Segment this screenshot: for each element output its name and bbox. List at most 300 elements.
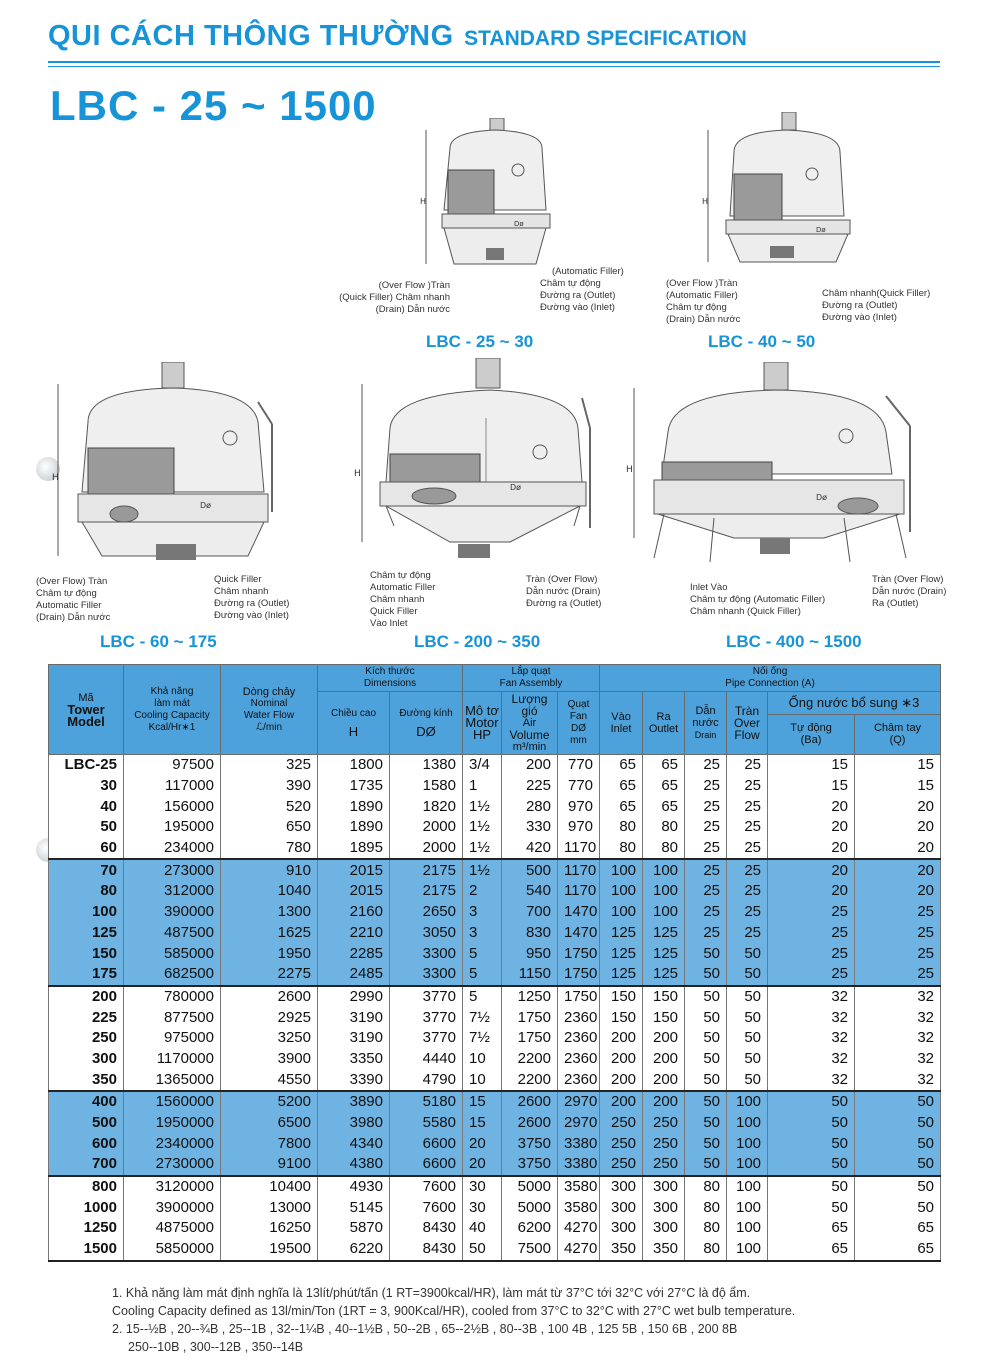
table-cell: 7½ [463, 1028, 502, 1049]
model-range-title: LBC - 25 ~ 1500 [50, 82, 377, 129]
cooling-tower-xlarge-drawing [624, 362, 924, 572]
th-fan-d: Quạt Fan DØ mm [558, 692, 600, 755]
table-cell: 150 [643, 986, 685, 1008]
table-cell: 30 [463, 1197, 502, 1218]
table-cell: 770 [558, 776, 600, 797]
table-cell: 6500 [221, 1113, 318, 1134]
table-cell: 15 [855, 755, 941, 776]
cell-model: 200 [49, 986, 124, 1008]
table-cell: 50 [768, 1197, 855, 1218]
table-cell: 30 [463, 1176, 502, 1198]
table-cell: 2200 [502, 1049, 558, 1070]
table-cell: 156000 [124, 796, 221, 817]
table-cell: 520 [221, 796, 318, 817]
table-cell: 32 [855, 986, 941, 1008]
table-cell: 100 [727, 1091, 768, 1113]
table-cell: 2340000 [124, 1133, 221, 1154]
table-cell: 100 [727, 1113, 768, 1134]
table-cell: 2485 [318, 964, 390, 986]
table-cell: 300 [643, 1197, 685, 1218]
table-row [49, 1007, 941, 1028]
table-cell: 150 [600, 986, 643, 1008]
table-cell: 250 [600, 1133, 643, 1154]
table-cell: 4930 [318, 1176, 390, 1198]
table-cell: 50 [685, 1091, 727, 1113]
table-cell: 3900 [221, 1049, 318, 1070]
table-cell: 1365000 [124, 1069, 221, 1091]
table-cell: 312000 [124, 881, 221, 902]
table-cell: 2160 [318, 902, 390, 923]
diagram-lbc-40-50 [700, 112, 860, 280]
table-cell: 5850000 [124, 1239, 221, 1261]
caption-lbc-25-30: LBC - 25 ~ 30 [426, 332, 534, 351]
dim-d-label: Dø [816, 493, 828, 502]
table-cell: 390000 [124, 902, 221, 923]
table-cell: 25 [727, 902, 768, 923]
table-cell: 770 [558, 755, 600, 776]
table-cell: 16250 [221, 1218, 318, 1239]
spec-table [48, 664, 941, 1262]
th-model: Mã Tower Model [49, 665, 124, 755]
table-cell: 4270 [558, 1239, 600, 1261]
table-cell: 50 [463, 1239, 502, 1261]
table-cell: 65 [600, 776, 643, 797]
table-cell: 2000 [390, 817, 463, 838]
table-cell: 3770 [390, 1007, 463, 1028]
table-cell: 10 [463, 1069, 502, 1091]
table-cell: 25 [685, 755, 727, 776]
table-cell: 80 [643, 838, 685, 860]
table-cell: 25 [685, 796, 727, 817]
cell-model: 350 [49, 1069, 124, 1091]
diagram-lbc-200-350 [350, 358, 600, 570]
table-cell: 3580 [558, 1176, 600, 1198]
table-cell: 3050 [390, 923, 463, 944]
table-cell: 1890 [318, 817, 390, 838]
table-cell: 3900000 [124, 1197, 221, 1218]
table-cell: 20 [855, 796, 941, 817]
cell-model: 60 [49, 838, 124, 860]
table-cell: 250 [643, 1133, 685, 1154]
table-cell: 225 [502, 776, 558, 797]
table-cell: 2175 [390, 859, 463, 881]
table-cell: 5870 [318, 1218, 390, 1239]
table-cell: 80 [685, 1218, 727, 1239]
table-cell: 5145 [318, 1197, 390, 1218]
table-cell: 25 [727, 881, 768, 902]
table-cell: 20 [463, 1154, 502, 1176]
table-cell: 65 [855, 1218, 941, 1239]
table-row [49, 902, 941, 923]
th-dimensions: Kích thước Dimensions [318, 665, 463, 692]
table-row [49, 1069, 941, 1091]
table-cell: 2600 [221, 986, 318, 1008]
table-cell: 877500 [124, 1007, 221, 1028]
table-cell: 25 [727, 776, 768, 797]
dim-h-label: H [626, 465, 633, 475]
table-cell: 2360 [558, 1007, 600, 1028]
table-cell: 7500 [502, 1239, 558, 1261]
table-cell: 19500 [221, 1239, 318, 1261]
table-cell: 200 [643, 1028, 685, 1049]
table-cell: 25 [727, 817, 768, 838]
table-cell: 20 [855, 881, 941, 902]
table-cell: 20 [855, 817, 941, 838]
table-cell: 780000 [124, 986, 221, 1008]
labels-right-2: Châm nhanh(Quick Filler) Đường ra (Outlet) Đường vào (Inlet) [822, 288, 931, 323]
table-cell: 300 [600, 1176, 643, 1198]
table-cell: 2175 [390, 881, 463, 902]
table-row [49, 1091, 941, 1113]
table-cell: 3/4 [463, 755, 502, 776]
table-cell: 1380 [390, 755, 463, 776]
footnotes [112, 1284, 932, 1356]
table-cell: 50 [685, 1113, 727, 1134]
cell-model: 100 [49, 902, 124, 923]
table-cell: 2600 [502, 1091, 558, 1113]
diagram-lbc-25-30 [420, 118, 570, 280]
footnote-1-en: Cooling Capacity defined as 13l/min/Ton (1RT = 3, 900Kcal/HR), cooled from 37°C to 32°C with 27°C wet bulb temperature. [112, 1304, 796, 1318]
table-cell: 100 [727, 1197, 768, 1218]
table-cell: 7½ [463, 1007, 502, 1028]
table-cell: 1½ [463, 796, 502, 817]
table-cell: 6200 [502, 1218, 558, 1239]
table-cell: 25 [685, 859, 727, 881]
th-capacity: Khả năng làm mát Cooling Capacity Kcal/Hr∗1 [124, 665, 221, 755]
table-row [49, 1028, 941, 1049]
th-height: Chiều cao H [318, 692, 390, 755]
table-cell: 125 [643, 943, 685, 964]
table-cell: 1750 [558, 964, 600, 986]
table-cell: 682500 [124, 964, 221, 986]
cooling-tower-small-drawing [420, 118, 570, 280]
table-cell: 5 [463, 964, 502, 986]
table-row [49, 881, 941, 902]
table-cell: 1800 [318, 755, 390, 776]
table-cell: 50 [768, 1113, 855, 1134]
cell-model: 500 [49, 1113, 124, 1134]
table-cell: 20 [768, 796, 855, 817]
table-cell: 5000 [502, 1197, 558, 1218]
table-cell: 3750 [502, 1133, 558, 1154]
table-cell: 25 [855, 923, 941, 944]
table-row [49, 1218, 941, 1239]
table-cell: 4875000 [124, 1218, 221, 1239]
table-cell: 65 [768, 1239, 855, 1261]
table-cell: 80 [685, 1239, 727, 1261]
footnote-2: 2. 15--½B , 20--¾B , 25--1B , 32--1¼B , 40--1½B , 50--2B , 65--2½B , 80--3B , 100 4B , 125 5B , 150 6B , 200 8B [112, 1322, 738, 1336]
table-cell: 32 [855, 1028, 941, 1049]
table-cell: 3580 [558, 1197, 600, 1218]
cell-model: 30 [49, 776, 124, 797]
table-cell: 25 [685, 881, 727, 902]
table-cell: 100 [727, 1133, 768, 1154]
table-cell: 234000 [124, 838, 221, 860]
table-cell: 4380 [318, 1154, 390, 1176]
labels-left-1: (Over Flow )Tràn (Quick Filler) Châm nhanh (Drain) Dẫn nước [339, 280, 450, 315]
spec-table-header [49, 665, 941, 755]
table-cell: 250 [600, 1113, 643, 1134]
table-cell: 50 [685, 986, 727, 1008]
table-row [49, 838, 941, 860]
table-cell: 65 [643, 776, 685, 797]
th-overflow: Tràn Over Flow [727, 692, 768, 755]
table-cell: 1750 [502, 1028, 558, 1049]
table-cell: 1950000 [124, 1113, 221, 1134]
cell-model: 300 [49, 1049, 124, 1070]
cooling-tower-small-drawing [700, 112, 860, 280]
table-cell: 32 [768, 1049, 855, 1070]
cell-model: 250 [49, 1028, 124, 1049]
table-cell: 100 [727, 1239, 768, 1261]
table-cell: 1 [463, 776, 502, 797]
table-row [49, 1113, 941, 1134]
cell-model: 80 [49, 881, 124, 902]
page-header [48, 20, 747, 60]
table-cell: 2970 [558, 1091, 600, 1113]
table-cell: 7600 [390, 1197, 463, 1218]
table-cell: 1170000 [124, 1049, 221, 1070]
dim-d-label: Dø [816, 226, 826, 234]
table-cell: 32 [768, 1028, 855, 1049]
cell-model: 1000 [49, 1197, 124, 1218]
table-cell: 25 [855, 943, 941, 964]
cell-model: 150 [49, 943, 124, 964]
table-cell: 100 [600, 881, 643, 902]
table-cell: 2600 [502, 1113, 558, 1134]
dim-h-label: H [52, 473, 59, 483]
table-cell: 100 [727, 1218, 768, 1239]
table-cell: 20 [768, 881, 855, 902]
table-cell: 50 [727, 943, 768, 964]
table-cell: 3380 [558, 1133, 600, 1154]
table-cell: 25 [727, 838, 768, 860]
table-cell: 25 [768, 902, 855, 923]
table-cell: 25 [727, 755, 768, 776]
table-cell: 3120000 [124, 1176, 221, 1198]
table-cell: 25 [727, 796, 768, 817]
table-cell: 4550 [221, 1069, 318, 1091]
table-cell: 540 [502, 881, 558, 902]
table-cell: 50 [685, 1154, 727, 1176]
table-cell: 3 [463, 923, 502, 944]
table-cell: 1040 [221, 881, 318, 902]
table-cell: 2275 [221, 964, 318, 986]
footnote-1-vn: 1. Khả năng làm mát định nghĩa là 13lít/phút/tấn (1 RT=3900kcal/HR), làm mát từ 37°C tới 32°C với 27°C là độ ẩm. [112, 1286, 751, 1300]
table-cell: 6600 [390, 1154, 463, 1176]
caption-lbc-40-50: LBC - 40 ~ 50 [708, 332, 816, 351]
table-cell: 2015 [318, 859, 390, 881]
table-cell: 15 [855, 776, 941, 797]
table-cell: 3890 [318, 1091, 390, 1113]
cell-model: 225 [49, 1007, 124, 1028]
table-cell: 100 [600, 859, 643, 881]
table-cell: 5200 [221, 1091, 318, 1113]
table-row [49, 755, 941, 776]
table-cell: 25 [685, 838, 727, 860]
table-cell: 3190 [318, 1007, 390, 1028]
table-cell: 2925 [221, 1007, 318, 1028]
table-row [49, 1049, 941, 1070]
table-cell: 250 [600, 1154, 643, 1176]
table-cell: 3770 [390, 1028, 463, 1049]
table-cell: 1470 [558, 923, 600, 944]
caption-lbc-60-175: LBC - 60 ~ 175 [100, 632, 217, 651]
table-cell: 970 [558, 796, 600, 817]
table-cell: 6600 [390, 1133, 463, 1154]
cell-model: 800 [49, 1176, 124, 1198]
cell-model: LBC-25 [49, 755, 124, 776]
table-cell: 2000 [390, 838, 463, 860]
th-makeup: Ống nước bổ sung ∗3 [768, 692, 941, 715]
table-cell: 125 [643, 964, 685, 986]
cooling-tower-medium-drawing [52, 362, 282, 572]
cell-model: 1250 [49, 1218, 124, 1239]
footnote-2-cont: 250--10B , 300--12B , 350--14B [128, 1340, 304, 1354]
table-cell: 273000 [124, 859, 221, 881]
table-cell: 250 [643, 1113, 685, 1134]
table-cell: 25 [768, 964, 855, 986]
table-cell: 7800 [221, 1133, 318, 1154]
table-cell: 1560000 [124, 1091, 221, 1113]
table-cell: 2730000 [124, 1154, 221, 1176]
dim-d-label: Dø [510, 483, 522, 492]
table-cell: 50 [855, 1154, 941, 1176]
table-cell: 6220 [318, 1239, 390, 1261]
table-cell: 250 [643, 1154, 685, 1176]
table-cell: 32 [768, 1069, 855, 1091]
cell-model: 400 [49, 1091, 124, 1113]
table-cell: 3 [463, 902, 502, 923]
table-cell: 150 [600, 1007, 643, 1028]
table-cell: 25 [855, 964, 941, 986]
table-cell: 10 [463, 1049, 502, 1070]
dim-h-label: H [420, 197, 427, 206]
table-row [49, 964, 941, 986]
labels-left-3: (Over Flow) Tràn Châm tự động Automatic Filler (Drain) Dẫn nước [36, 576, 111, 623]
table-cell: 50 [855, 1091, 941, 1113]
table-cell: 80 [685, 1197, 727, 1218]
table-cell: 200 [600, 1069, 643, 1091]
table-row [49, 1176, 941, 1198]
header-rule [48, 61, 940, 63]
table-cell: 1150 [502, 964, 558, 986]
table-cell: 32 [855, 1007, 941, 1028]
table-cell: 50 [685, 1049, 727, 1070]
table-cell: 1½ [463, 838, 502, 860]
th-motor: Mô tơ Motor HP [463, 692, 502, 755]
table-cell: 7600 [390, 1176, 463, 1198]
table-cell: 117000 [124, 776, 221, 797]
dim-d-label: Dø [514, 220, 524, 228]
table-cell: 50 [727, 1069, 768, 1091]
table-cell: 25 [855, 902, 941, 923]
table-row [49, 986, 941, 1008]
table-cell: 97500 [124, 755, 221, 776]
table-cell: 1250 [502, 986, 558, 1008]
table-cell: 487500 [124, 923, 221, 944]
table-cell: 350 [600, 1239, 643, 1261]
table-cell: 80 [643, 817, 685, 838]
table-cell: 50 [685, 1028, 727, 1049]
table-cell: 5000 [502, 1176, 558, 1198]
table-row [49, 796, 941, 817]
dim-h-label: H [354, 469, 361, 479]
labels-left-4: Châm tự động Automatic Filler Châm nhanh Quick Filler Vào Inlet [370, 570, 436, 629]
table-cell: 1950 [221, 943, 318, 964]
table-cell: 1580 [390, 776, 463, 797]
cell-model: 700 [49, 1154, 124, 1176]
table-cell: 1750 [558, 943, 600, 964]
table-cell: 3380 [558, 1154, 600, 1176]
table-cell: 2990 [318, 986, 390, 1008]
table-cell: 200 [600, 1091, 643, 1113]
table-cell: 200 [643, 1091, 685, 1113]
th-quick: Châm tay (Q) [855, 714, 941, 755]
table-cell: 2360 [558, 1028, 600, 1049]
th-pipe: Nối ống Pipe Connection (A) [600, 665, 941, 692]
table-cell: 65 [600, 755, 643, 776]
table-cell: 15 [463, 1113, 502, 1134]
table-cell: 3300 [390, 964, 463, 986]
table-cell: 4790 [390, 1069, 463, 1091]
table-cell: 20 [768, 859, 855, 881]
table-cell: 650 [221, 817, 318, 838]
diagram-lbc-400-1500 [624, 362, 924, 572]
th-outlet: Ra Outlet [643, 692, 685, 755]
table-cell: 3300 [390, 943, 463, 964]
table-row [49, 943, 941, 964]
table-row [49, 923, 941, 944]
table-cell: 50 [727, 1028, 768, 1049]
table-cell: 200 [600, 1049, 643, 1070]
table-cell: 50 [685, 943, 727, 964]
table-cell: 1170 [558, 838, 600, 860]
table-cell: 20 [768, 817, 855, 838]
table-cell: 50 [855, 1113, 941, 1134]
table-cell: 50 [768, 1154, 855, 1176]
table-cell: 195000 [124, 817, 221, 838]
table-cell: 150 [643, 1007, 685, 1028]
th-auto: Tự động (Ba) [768, 714, 855, 755]
table-cell: 50 [768, 1091, 855, 1113]
table-cell: 20 [768, 838, 855, 860]
table-cell: 3750 [502, 1154, 558, 1176]
table-cell: 350 [643, 1239, 685, 1261]
th-fan: Lắp quạt Fan Assembly [463, 665, 600, 692]
caption-lbc-400-1500: LBC - 400 ~ 1500 [726, 632, 862, 651]
table-cell: 950 [502, 943, 558, 964]
table-cell: 5580 [390, 1113, 463, 1134]
table-cell: 65 [855, 1239, 941, 1261]
table-cell: 2970 [558, 1113, 600, 1134]
table-cell: 125 [600, 943, 643, 964]
cell-model: 40 [49, 796, 124, 817]
table-cell: 390 [221, 776, 318, 797]
table-row [49, 1133, 941, 1154]
table-cell: 300 [600, 1218, 643, 1239]
table-cell: 100 [600, 902, 643, 923]
table-cell: 50 [727, 1007, 768, 1028]
table-cell: 830 [502, 923, 558, 944]
th-drain: Dẫn nước Drain [685, 692, 727, 755]
table-cell: 420 [502, 838, 558, 860]
diagram-lbc-60-175 [52, 362, 282, 572]
table-cell: 50 [768, 1133, 855, 1154]
table-cell: 2285 [318, 943, 390, 964]
table-cell: 125 [600, 923, 643, 944]
table-cell: 1170 [558, 859, 600, 881]
